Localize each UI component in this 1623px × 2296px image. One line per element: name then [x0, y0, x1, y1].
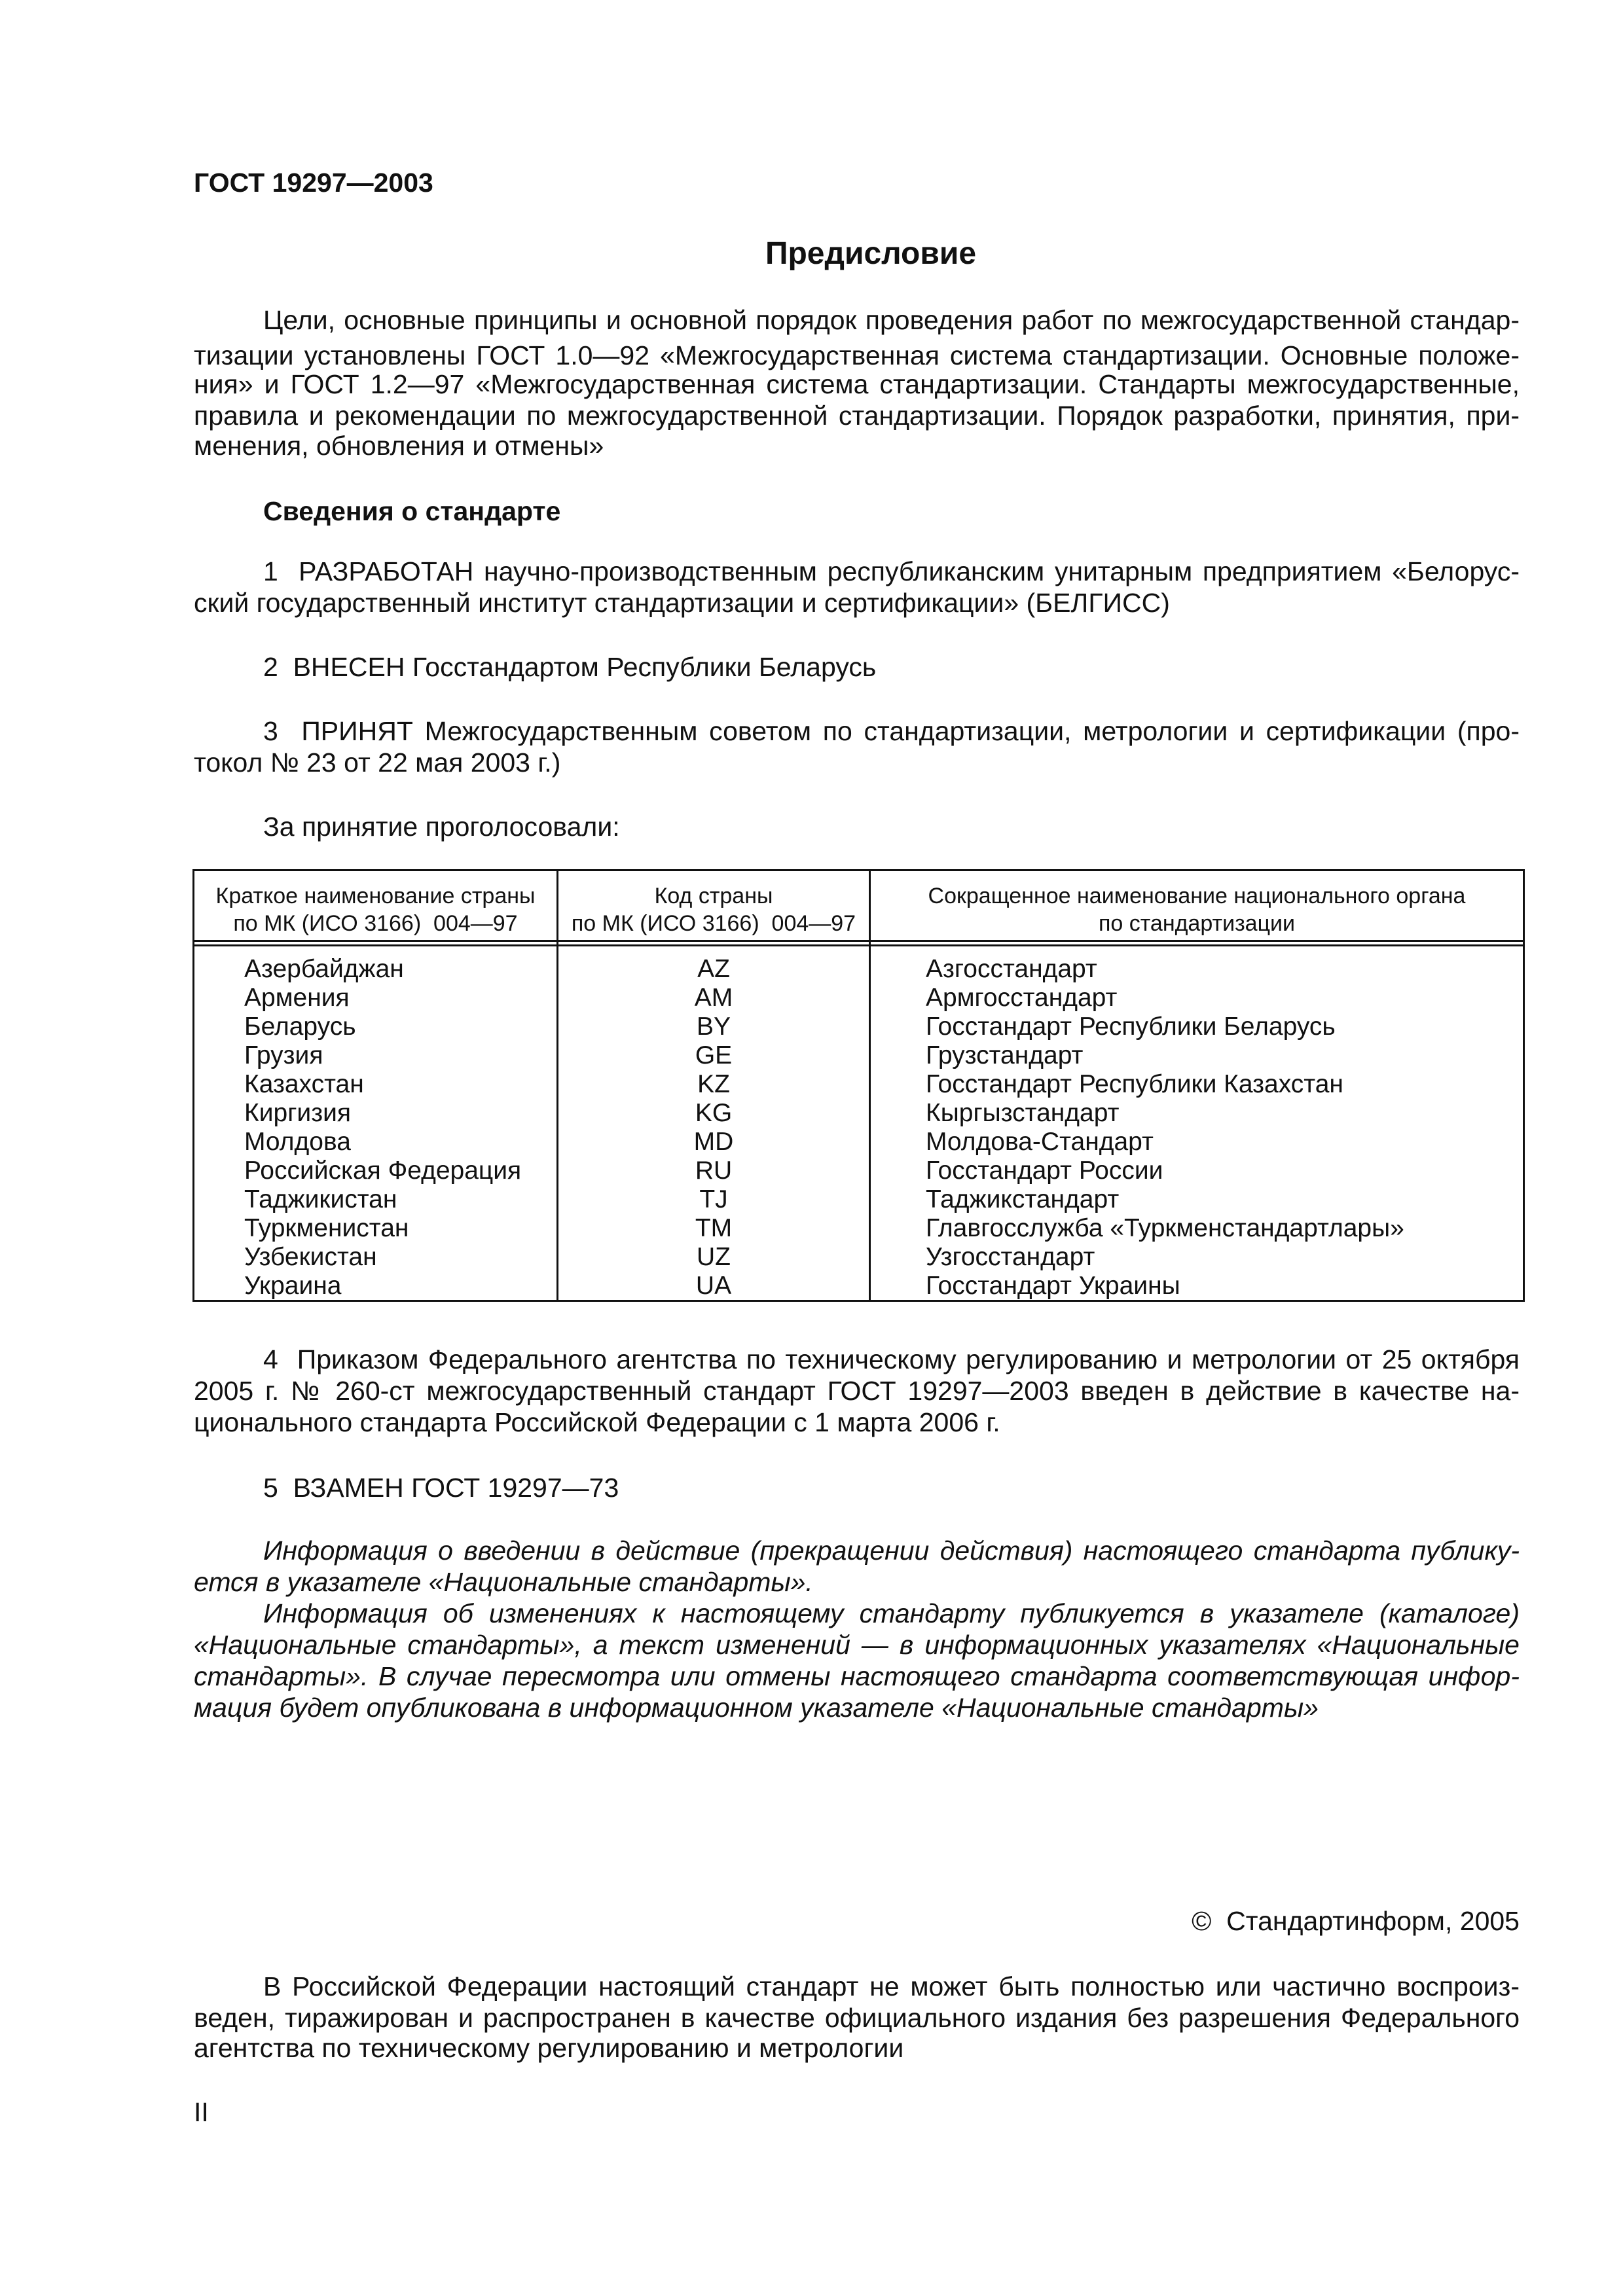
table-cell-body: Молдова-Стандарт: [926, 1128, 1154, 1156]
reproduction-line: агентства по техническому регулированию и метрологии: [194, 2033, 904, 2063]
notice-2-line: стандарты». В случае пересмотра или отмены настоящего стандарта соответствующая инфор-: [194, 1661, 1520, 1691]
table-cell-code: TM: [695, 1214, 733, 1242]
table-cell-country: Киргизия: [244, 1099, 351, 1127]
table-cell-country: Азербайджан: [244, 955, 404, 983]
table-cell-code: GE: [695, 1041, 733, 1069]
section-heading: Сведения о стандарте: [263, 496, 561, 526]
table-column-divider: [556, 869, 558, 1302]
intro-line: ния» и ГОСТ 1.2—97 «Межгосударственная система стандартизации. Стандарты межгосударственные,: [194, 369, 1520, 399]
table-cell-country: Казахстан: [244, 1070, 364, 1098]
document-code: ГОСТ 19297—2003: [194, 168, 433, 198]
table-cell-body: Азгосстандарт: [926, 955, 1097, 983]
reproduction-line: веден, тиражирован и распространен в качестве официального издания без разрешения Федерального: [194, 2003, 1520, 2033]
page-title: Предисловие: [765, 236, 977, 271]
table-cell-code: RU: [695, 1157, 733, 1185]
table-cell-body: Госстандарт Республики Беларусь: [926, 1013, 1336, 1041]
item-5: 5 ВЗАМЕН ГОСТ 19297—73: [263, 1473, 619, 1503]
table-header-separator: [192, 944, 1525, 946]
notice-1-line: ется в указателе «Национальные стандарты».: [194, 1567, 813, 1597]
item-4-line: 4 Приказом Федерального агентства по техническому регулированию и метрологии от 25 октября: [263, 1344, 1520, 1374]
table-cell-body: Госстандарт Украины: [926, 1272, 1180, 1300]
table-header-country: Краткое наименование страны: [215, 884, 536, 908]
intro-line: тизации установлены ГОСТ 1.0—92 «Межгосударственная система стандартизации. Основные положе-: [194, 340, 1520, 370]
table-cell-code: KG: [695, 1099, 733, 1127]
item-1-line: 1 РАЗРАБОТАН научно-производственным республиканским унитарным предприятием «Белорус-: [263, 556, 1520, 586]
copyright: © Стандартинформ, 2005: [1192, 1906, 1520, 1936]
table-header-country: по МК (ИСО 3166) 004—97: [233, 911, 518, 936]
table-cell-body: Грузстандарт: [926, 1041, 1084, 1069]
table-column-divider: [869, 869, 871, 1302]
table-cell-code: BY: [696, 1013, 731, 1041]
table-header-body: по стандартизации: [1098, 911, 1296, 936]
table-cell-code: AZ: [697, 955, 730, 983]
reproduction-line: В Российской Федерации настоящий стандарт не может быть полностью или частично воспроиз-: [263, 1971, 1520, 2001]
table-cell-country: Армения: [244, 984, 350, 1012]
table-header-body: Сокращенное наименование национального органа: [928, 884, 1466, 908]
intro-line: правила и рекомендации по межгосударственной стандартизации. Порядок разработки, принятия, при-: [194, 401, 1520, 431]
item-4-line: 2005 г. № 260-ст межгосударственный стандарт ГОСТ 19297—2003 введен в действие в качестве на-: [194, 1376, 1520, 1406]
table-cell-code: UA: [695, 1272, 732, 1300]
intro-line: менения, обновления и отмены»: [194, 431, 604, 461]
vote-line: За принятие проголосовали:: [263, 812, 620, 842]
table-cell-body: Таджикстандарт: [926, 1185, 1120, 1213]
table-cell-country: Беларусь: [244, 1013, 356, 1041]
table-cell-body: Узгосстандарт: [926, 1243, 1095, 1271]
notice-1-line: Информация о введении в действие (прекращении действия) настоящего стандарта публику-: [263, 1535, 1520, 1566]
table-cell-country: Молдова: [244, 1128, 351, 1156]
item-3-line: токол № 23 от 22 мая 2003 г.): [194, 747, 561, 778]
table-cell-country: Туркменистан: [244, 1214, 409, 1242]
item-4-line: ционального стандарта Российской Федерации с 1 марта 2006 г.: [194, 1407, 1000, 1437]
table-cell-country: Узбекистан: [244, 1243, 377, 1271]
table-cell-body: Госстандарт России: [926, 1157, 1163, 1185]
notice-2-line: «Национальные стандарты», а текст изменений — в информационных указателях «Национальные: [194, 1630, 1520, 1660]
notice-2-line: Информация об изменениях к настоящему стандарту публикуется в указателе (каталоге): [263, 1598, 1520, 1628]
table-header-code: по МК (ИСО 3166) 004—97: [571, 911, 856, 936]
table-cell-body: Армгосстандарт: [926, 984, 1118, 1012]
item-1-line: ский государственный институт стандартизации и сертификации» (БЕЛГИСС): [194, 588, 1170, 618]
table-cell-code: AM: [694, 984, 733, 1012]
table-header-separator: [192, 940, 1525, 942]
table-border-right: [1523, 869, 1525, 1302]
table-cell-code: UZ: [697, 1243, 731, 1271]
table-header-code: Код страны: [654, 884, 773, 908]
table-cell-code: KZ: [697, 1070, 730, 1098]
intro-line: Цели, основные принципы и основной порядок проведения работ по межгосударственной стандар-: [263, 305, 1520, 335]
table-border-bottom: [192, 1300, 1525, 1302]
notice-2-line: мация будет опубликована в информационном указателе «Национальные стандарты»: [194, 1693, 1319, 1723]
table-border-left: [192, 869, 194, 1302]
table-cell-country: Грузия: [244, 1041, 323, 1069]
item-3-line: 3 ПРИНЯТ Межгосударственным советом по стандартизации, метрологии и сертификации (про-: [263, 716, 1520, 746]
table-cell-body: Главгосслужба «Туркменстандартлары»: [926, 1214, 1404, 1242]
table-border-top: [192, 869, 1525, 871]
table-cell-body: Кыргызстандарт: [926, 1099, 1120, 1127]
table-cell-body: Госстандарт Республики Казахстан: [926, 1070, 1343, 1098]
page-number: II: [194, 2097, 209, 2127]
item-2: 2 ВНЕСЕН Госстандартом Республики Беларусь: [263, 652, 877, 682]
table-cell-country: Российская Федерация: [244, 1157, 522, 1185]
table-cell-country: Таджикистан: [244, 1185, 397, 1213]
table-cell-code: TJ: [699, 1185, 728, 1213]
table-cell-code: MD: [693, 1128, 734, 1156]
table-cell-country: Украина: [244, 1272, 342, 1300]
